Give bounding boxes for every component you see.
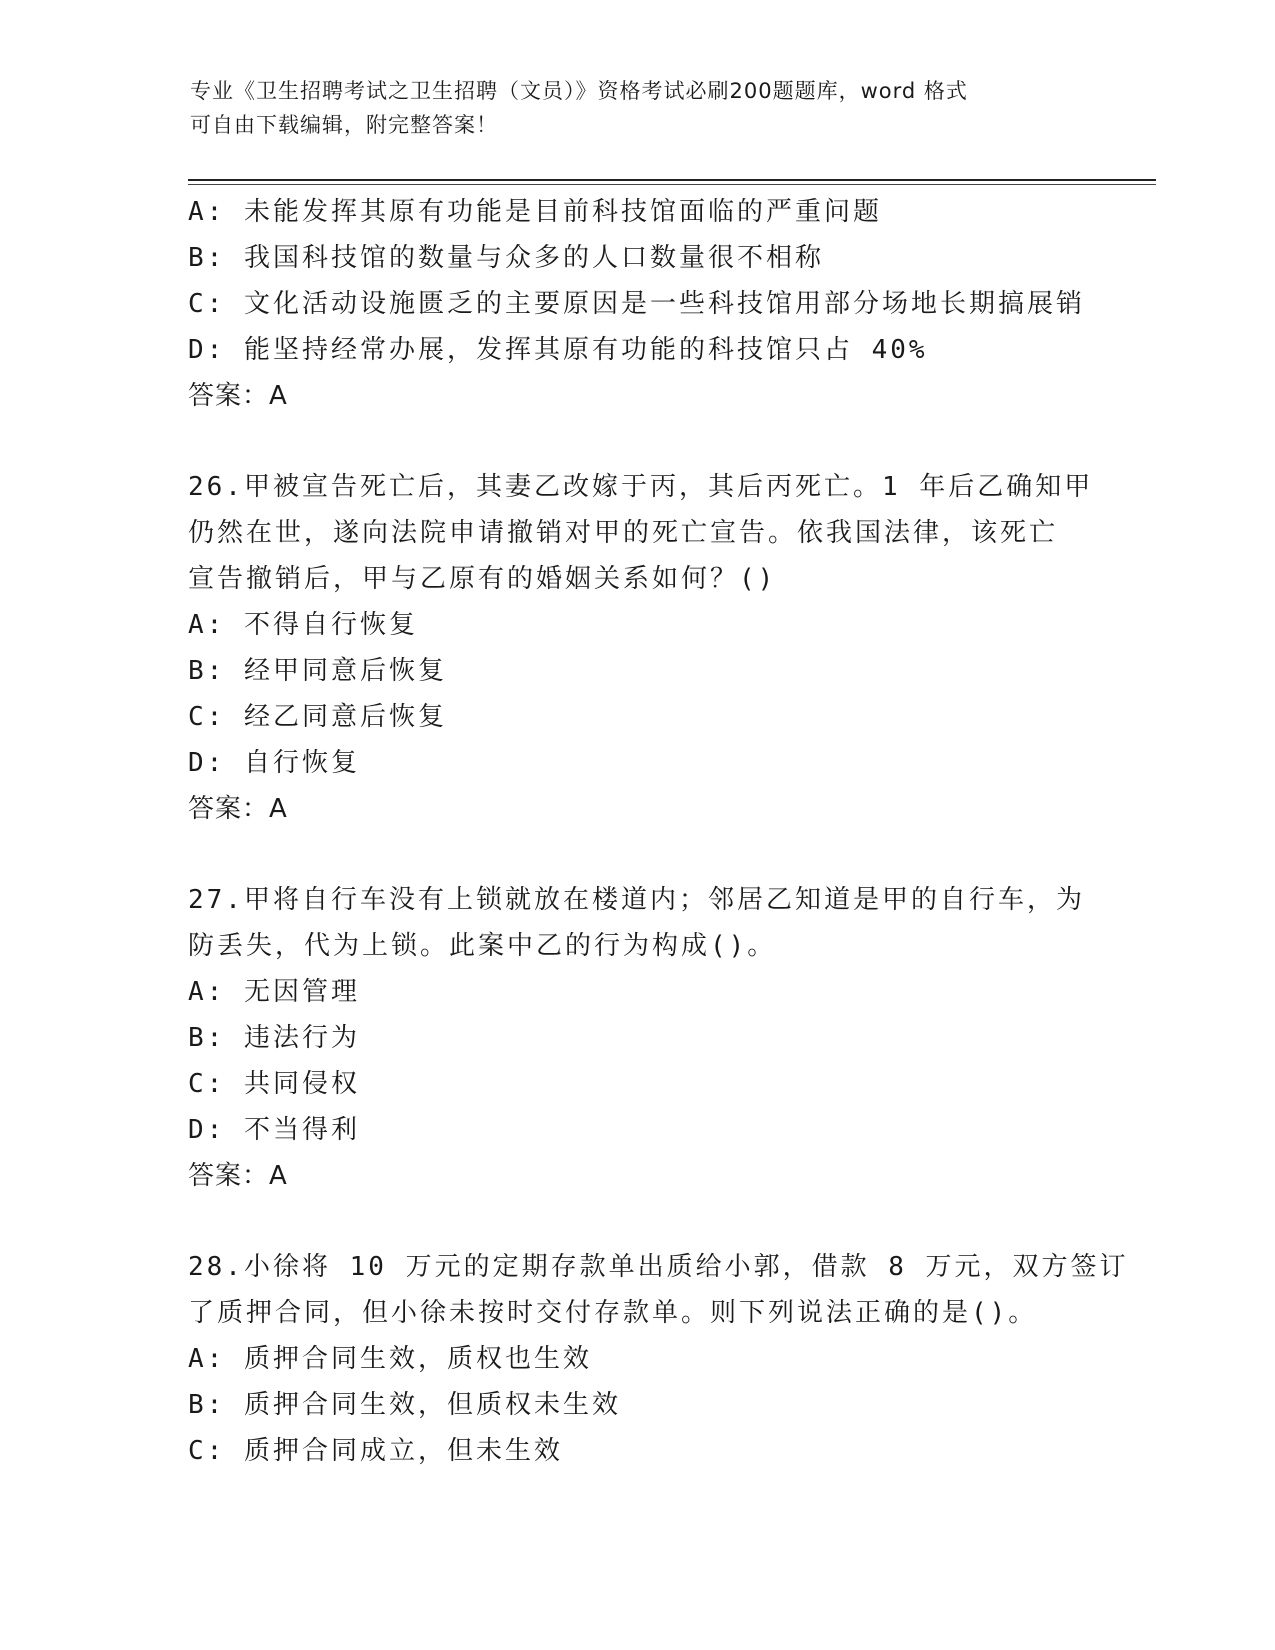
answer-line: 答案：A (188, 381, 288, 411)
question-stem-line: 了质押合同，但小徐未按时交付存款单。则下列说法正确的是()。 (188, 1298, 1038, 1328)
question-stem-line: 宣告撤销后，甲与乙原有的婚姻关系如何？() (188, 564, 777, 594)
header-title-line-1: 专业《卫生招聘考试之卫生招聘（文员）》资格考试必刷200题题库，word 格式 (190, 79, 968, 103)
option-c: C: 经乙同意后恢复 (188, 702, 447, 732)
option-b: B: 经甲同意后恢复 (188, 656, 447, 686)
option-a: A: 不得自行恢复 (188, 610, 418, 640)
question-stem (188, 464, 1118, 602)
question-stem-line: 27.甲将自行车没有上锁就放在楼道内；邻居乙知道是甲的自行车，为 (188, 885, 1085, 915)
option-a: A: 质押合同生效，质权也生效 (188, 1344, 592, 1374)
option-c: C: 文化活动设施匮乏的主要原因是一些科技馆用部分场地长期搞展销 (188, 289, 1085, 319)
option-a: A: 未能发挥其原有功能是目前科技馆面临的严重问题 (188, 197, 882, 227)
question-stem (188, 1244, 1129, 1336)
spacer (188, 832, 1118, 877)
option-a: A: 无因管理 (188, 977, 360, 1007)
question-block-28 (188, 1244, 1129, 1474)
option-c: C: 共同侵权 (188, 1069, 360, 1099)
answer-line: 答案：A (188, 1161, 288, 1191)
question-stem-line: 26.甲被宣告死亡后，其妻乙改嫁于丙，其后丙死亡。1 年后乙确知甲 (188, 472, 1094, 502)
document-header (190, 74, 1090, 142)
question-stem-line: 防丢失，代为上锁。此案中乙的行为构成()。 (188, 931, 777, 961)
header-title-line-2: 可自由下载编辑，附完整答案！ (190, 113, 498, 137)
question-stem-line: 28.小徐将 10 万元的定期存款单出质给小郭，借款 8 万元，双方签订 (188, 1252, 1129, 1282)
option-d: D: 能坚持经常办展，发挥其原有功能的科技馆只占 40% (188, 335, 928, 365)
answer-line: 答案：A (188, 794, 288, 824)
option-b: B: 我国科技馆的数量与众多的人口数量很不相称 (188, 243, 824, 273)
question-block-prev (188, 189, 1118, 419)
header-divider-thin (188, 184, 1156, 185)
spacer (188, 419, 1118, 464)
option-b: B: 质押合同生效，但质权未生效 (188, 1390, 621, 1420)
option-c: C: 质押合同成立，但未生效 (188, 1436, 563, 1466)
option-b: B: 违法行为 (188, 1023, 360, 1053)
header-divider-thick (188, 179, 1156, 181)
spacer (188, 1199, 1118, 1244)
option-d: D: 不当得利 (188, 1115, 360, 1145)
question-list (188, 189, 1129, 1474)
question-stem-line: 仍然在世，遂向法院申请撤销对甲的死亡宣告。依我国法律，该死亡 (188, 518, 1059, 548)
question-block-26 (188, 464, 1118, 832)
question-stem (188, 877, 1118, 969)
option-d: D: 自行恢复 (188, 748, 360, 778)
question-block-27 (188, 877, 1118, 1199)
